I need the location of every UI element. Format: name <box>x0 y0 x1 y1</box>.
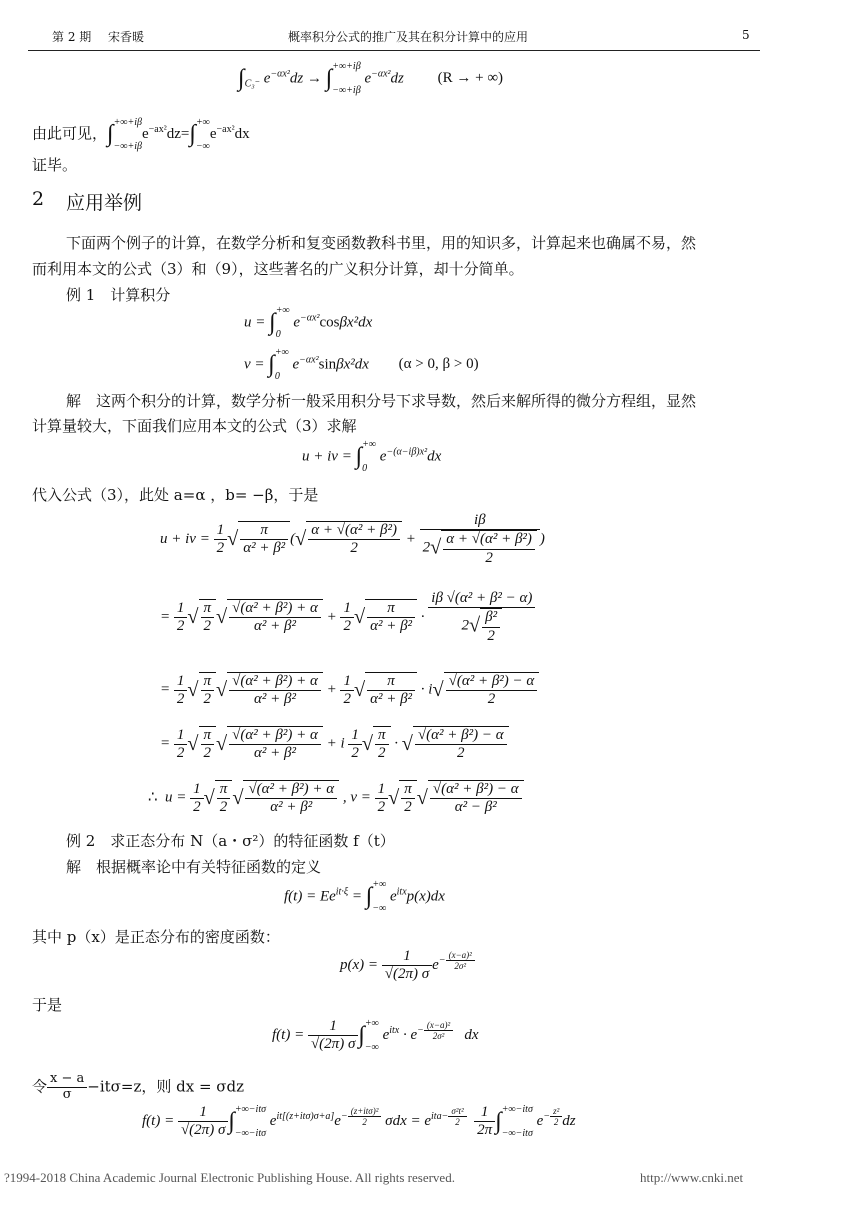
header-page-number: 5 <box>742 28 750 42</box>
thus-word: 于是 <box>32 996 63 1014</box>
equation-result-u-v: ∴ u = $\frac{1}{2}$ √ $\frac{\pi}{2}$ √ $\frac{\text{√(α² + β²) + α}}{\text{α² + β²}}$ , v = $\frac{1}{2}$ √ $\frac{\pi}{2}$ √ $\frac{\text{√(α² + β²) − α}}{\text{α² − β²}}$ <box>148 780 524 817</box>
density-intro: 其中 p（x）是正态分布的密度函数： <box>32 928 280 946</box>
equation-step-4: = $\frac{1}{2}$ √ $\frac{\pi}{2}$ √ $\frac{\text{√(α² + β²) + α}}{\text{α² + β²}}$ + i $\frac{1}{2}$ √ $\frac{\pi}{2}$ · √ $\frac{\text{√(α² + β²) − α}}{2}$ <box>160 726 509 763</box>
equation-step-3: = $\frac{1}{2}$ √ $\frac{\pi}{2}$ √ $\frac{\text{√(α² + β²) + α}}{\text{α² + β²}}$ + $\frac{1}{2}$ √ $\frac{\pi}{\text{α² + β²}}$ · i√ $\frac{\text{√(α² + β²) − α}}{2}$ <box>160 672 539 709</box>
footer-copyright: ?1994-2018 China Academic Journal Electronic Publishing House. All rights reserved. <box>4 1170 455 1185</box>
let-suffix: −itσ=z，则 dx = σdz <box>87 1077 245 1096</box>
equation-density: p(x) = $\frac{1}{√(2\pi) \sigma}$ $e^{- \frac{\text{(x−a)²}}{\text{2σ²}}}$ <box>340 948 475 984</box>
equation-contour-limit: $\int_{C_3^-}$ $e^{-\alpha x^2}dz$ → ∫ +∞+iβ −∞+iβ $e^{-\alpha x^2}dz$ (R → + ∞) <box>238 61 504 96</box>
hence-line: 由此可见，∫ +∞+iβ −∞+iβ $e^{-ax^2}dz=\int$ +∞ −∞ $e^{-ax^2}dx$ <box>32 117 250 152</box>
equation-u-plus-iv: u + iv = ∫ +∞ 0 $e^{-(\alpha-i\beta)x^2}dx$ <box>302 439 442 474</box>
header-issue: 第 2 期 <box>52 30 92 44</box>
example-1-heading: 例 1 计算积分 <box>66 286 171 304</box>
equation-u-definition: u = ∫ +∞ 0 $e^{-\alpha x^2}\cos\beta x^2dx$ <box>244 305 373 340</box>
section-number: 2 <box>32 188 45 210</box>
solution-2-intro: 解 根据概率论中有关特征函数的定义 <box>66 858 322 876</box>
substitution-line: 代入公式（3），此处 a=α ，b= −β，于是 <box>32 486 319 504</box>
header-rule <box>28 50 760 51</box>
hence-prefix: 由此可见， <box>32 124 108 143</box>
proof-end: 证毕。 <box>32 156 78 174</box>
let-prefix: 令 <box>32 1077 48 1096</box>
header-title: 概率积分公式的推广及其在积分计算中的应用 <box>288 30 529 44</box>
substitution-let-line: 令 $\frac{x - a}{\sigma}$ −itσ=z，则 dx = σdz <box>32 1071 245 1102</box>
section-title: 应用举例 <box>66 192 143 214</box>
condition-alpha-beta: (α > 0, β > 0) <box>398 356 479 373</box>
footer-url[interactable]: http://www.cnki.net <box>640 1170 744 1185</box>
header-author: 宋香暖 <box>108 30 145 44</box>
therefore-symbol: ∴ <box>148 789 158 806</box>
equation-v-definition: v = ∫ +∞ 0 $e^{-\alpha x^2}\sin\beta x^2dx$ (α > 0, β > 0) <box>244 347 479 382</box>
paragraph-line: 下面两个例子的计算，在数学分析和复变函数教科书里，用的知识多，计算起来也确属不易，然 <box>66 234 697 252</box>
equation-f-substituted: f(t) = $\frac{1}{√(2\pi) \sigma}$ ∫ +∞−itσ −∞−itσ $e^{it[(z+it\sigma)\sigma+a]}e^{- (z+it\sigma)^2 2}$ $\sigma dx = e^{ita- \frac{\text{σ²t²}}{2}}$ $\frac{1}{2\pi}$ ∫ +∞−itσ −∞−itσ $e^{- \frac{\text{z²}}{2}}$ dz <box>142 1103 576 1139</box>
paragraph-line: 计算量较大，下面我们应用本文的公式（3）求解 <box>32 417 357 435</box>
paragraph-line: 而利用本文的公式（3）和（9），这些著名的广义积分计算，却十分简单。 <box>32 260 524 278</box>
equation-step-2: = $\frac{1}{2}$ √ $\frac{\pi}{2}$ √ $\frac{\text{√(α² + β²) + α}}{\text{α² + β²}}$ + $\frac{1}{2}$ √ $\frac{\pi}{\text{α² + β²}}$ · iβ √(α² + β² − α) 2√ $\frac{\text{β²}}{2}$ <box>160 590 535 645</box>
equation-characteristic-function: $f(t) = Ee^{it\cdot\xi}$ = ∫ +∞ −∞ $e^{itx}p(x)dx$ <box>284 879 445 914</box>
equation-f-integral: f(t) = $\frac{1}{√(2\pi) \sigma}$ ∫ +∞ −∞ $e^{itx} \cdot e^{- \frac{\text{(x−a)²}}{\text{2σ²}}}$ dx <box>272 1017 479 1053</box>
equation-step-1: u + iv = $\frac{1}{2}$ √ $\frac{\pi}{\text{α² + β²}}$ (√ $\frac{\text{α + √(α² + β²)}}{2}$ + iβ 2√ $\frac{\text{α + √(α² + β²)}}{2}$ ) <box>160 512 545 566</box>
example-2-heading: 例 2 求正态分布 N（a・σ²）的特征函数 f（t） <box>66 832 395 850</box>
paragraph-line: 解 这两个积分的计算，数学分析一般采用积分号下求导数，然后来解所得的微分方程组，显然 <box>66 392 697 410</box>
condition-r-infinity: (R → + ∞) <box>437 70 504 87</box>
